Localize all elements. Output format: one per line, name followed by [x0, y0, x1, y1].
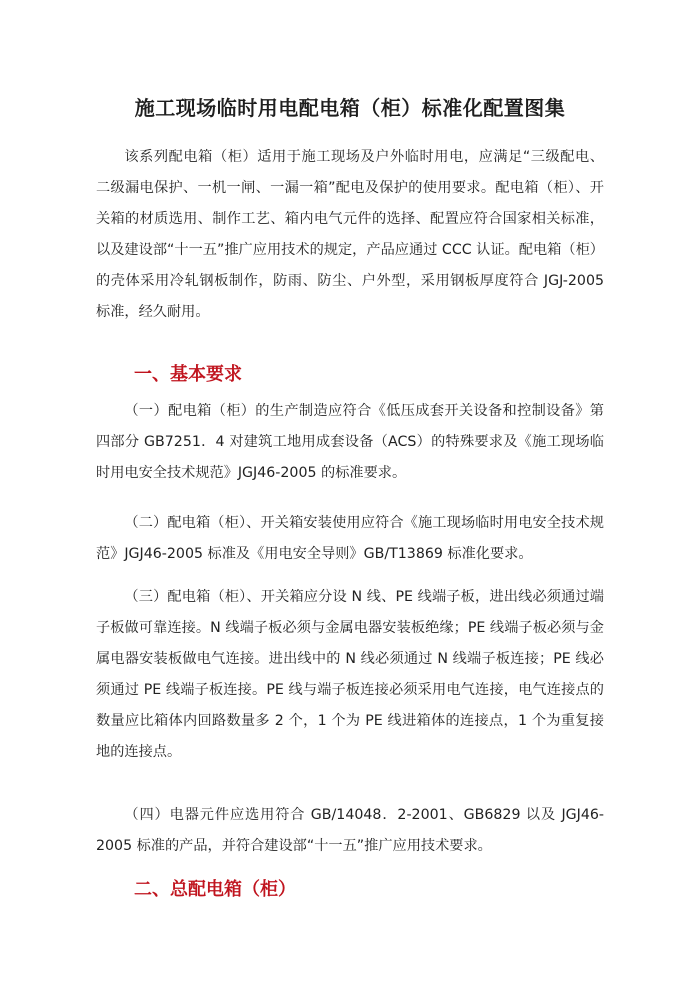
document-title: 施工现场临时用电配电箱（柜）标准化配置图集 [134, 96, 566, 120]
requirement-item-1: （一）配电箱（柜）的生产制造应符合《低压成套开关设备和控制设备》第四部分 GB7251．4 对建筑工地用成套设备（ACS）的特殊要求及《施工现场临时用电安全技术规范》JGJ46-2005 的标准要求。 [96, 403, 604, 481]
requirement-item-3: （三）配电箱（柜）、开关箱应分设 N 线、PE 线端子板，进出线必须通过端子板做可靠连接。N 线端子板必须与金属电器安装板绝缘；PE 线端子板必须与金属电器安装板做电气连接。进出线中的 N 线必须通过 N 线端子板连接；PE 线必须通过 PE 线端子板连接。PE 线与端子板连接必须采用电气连接，电气连接点的数量应比箱体内回路数量多 2 个，1 个为 PE 线进箱体的连接点，1 个为重复接地的连接点。 [96, 589, 604, 760]
section-heading-main-distribution-box: 二、总配电箱（柜） [134, 879, 296, 900]
requirement-item-2: （二）配电箱（柜）、开关箱安装使用应符合《施工现场临时用电安全技术规范》JGJ46-2005 标准及《用电安全导则》GB/T13869 标准化要求。 [96, 515, 604, 562]
intro-paragraph: 该系列配电箱（柜）适用于施工现场及户外临时用电，应满足“三级配电、 二级漏电保护、一机一闸、一漏一箱”配电及保护的使用要求。配电箱（柜）、开关箱的材质选用、制作工艺、箱内电气元件的选择、配置应符合国家相关标准，以及建设部“十一五”推广应用技术的规定，产品应通过 CCC 认证。配电箱（柜）的壳体采用冷轧钢板制作，防雨、防尘、户外型，采用钢板厚度符合 JGJ-2005 标准，经久耐用。 [96, 149, 604, 320]
section-heading-basic-requirements: 一、基本要求 [134, 364, 242, 385]
requirement-item-4: （四）电器元件应选用符合 GB/14048．2-2001、GB6829 以及 JGJ46-2005 标准的产品，并符合建设部“十一五”推广应用技术要求。 [96, 807, 604, 854]
